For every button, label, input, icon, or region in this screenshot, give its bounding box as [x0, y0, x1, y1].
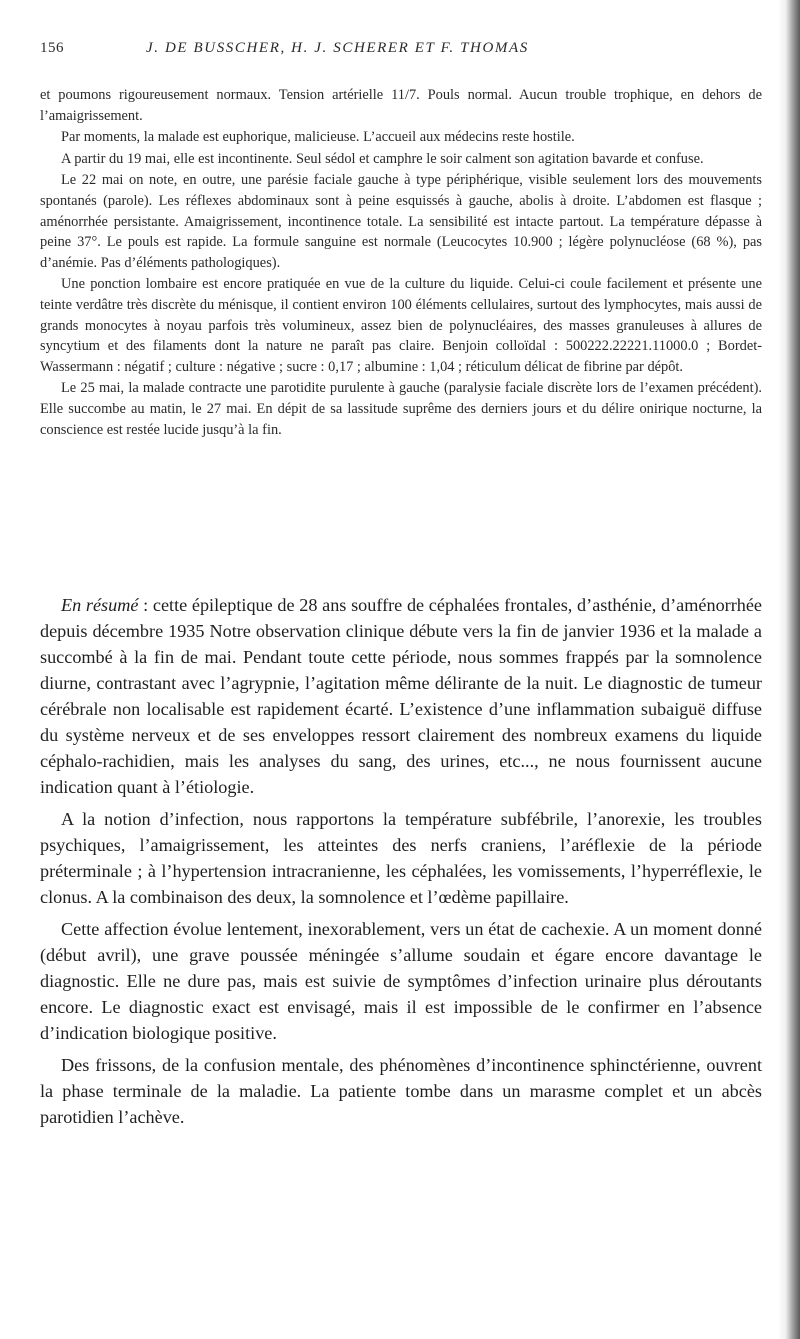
page-number: 156 — [40, 40, 64, 56]
clinical-observation — [40, 85, 762, 441]
summary-lead: En résumé — [61, 595, 139, 615]
observation-paragraph: Le 25 mai, la malade contracte une parotidite purulente à gauche (paralysie faciale discrète lors de l’examen précédent). Elle succombe au matin, le 27 mai. En dépit de sa lassitude suprême des derniers jours et du délire onirique nocturne, la conscience est restée lucide jusqu’à la fin. — [40, 380, 762, 438]
observation-paragraph: Par moments, la malade est euphorique, malicieuse. L’accueil aux médecins reste hostile. — [61, 129, 575, 146]
running-head — [40, 40, 740, 62]
summary-section — [40, 592, 762, 1136]
summary-paragraph-text: : cette épileptique de 28 ans souffre de céphalées frontales, d’asthénie, d’aménorrhée depuis décembre 1935 Notre observation clinique débute vers la fin de janvier 1936 et la malade a succombé à la fin de mai. Pendant toute cette période, nous sommes frappés par la somnolence diurne, contrastant avec l’agrypnie, l’agitation même délirante de la nuit. Le diagnostic de tumeur cérébrale non localisable est rapidement écarté. L’existence d’une inflammation subaiguë diffuse du système nerveux et de ses enveloppes ressort clairement des nombreux examens du liquide céphalo-rachidien, mais les analyses du sang, des urines, etc..., ne nous fournissent aucune indication quant à l’étiologie. — [40, 595, 763, 797]
summary-paragraph: Des frissons, de la confusion mentale, des phénomènes d’incontinence sphinctérienne, ouvrent la phase terminale de la maladie. La patiente tombe dans un marasme complet et un abcès parotidien l’achève. — [40, 1055, 762, 1127]
observation-paragraph: A partir du 19 mai, elle est incontinente. Seul sédol et camphre le soir calment son agitation bavarde et confuse. — [61, 150, 704, 167]
summary-paragraph — [40, 592, 762, 800]
page-edge-shadow — [778, 0, 800, 1339]
summary-paragraph: Cette affection évolue lentement, inexorablement, vers un état de cachexie. A un moment donné (début avril), une grave poussée méningée s’allume soudain et égare encore davantage le diagnostic. Elle ne dure pas, mais est suivie de symptômes d’infection urinaire plus déroutants encore. Le diagnostic exact est envisagé, mais il est impossible de le confirmer en l’absence d’indication biologique positive. — [40, 919, 762, 1043]
summary-paragraph: A la notion d’infection, nous rapportons la température subfébrile, l’anorexie, les troubles psychiques, l’amaigrissement, les atteintes des nerfs craniens, l’aréflexie de la période préterminale ; à l’hypertension intracranienne, les céphalées, les vomissements, l’hyperréflexie, le clonus. A la combinaison des deux, la somnolence et l’œdème papillaire. — [40, 809, 762, 907]
observation-paragraph: Le 22 mai on note, en outre, une parésie faciale gauche à type périphérique, visible seulement lors des mouvements spontanés (parole). Les réflexes abdominaux sont à peine esquissés à gauche, abolis à droite. L’abdomen est flasque ; aménorrhée persistante. Amaigrissement, incontinence totale. La sensibilité est intacte partout. La température dépasse à peine 37°. Le pouls est rapide. La formule sanguine est normale (Leucocytes 10.900 ; légère polynucléose (68 %), pas d’anémie. Pas d’éléments pathologiques). — [40, 172, 762, 271]
observation-paragraph: Une ponction lombaire est encore pratiquée en vue de la culture du liquide. Celui-ci coule facilement et présente une teinte verdâtre très discrète du ménisque, il contient environ 100 éléments cellulaires, surtout des lymphocytes, mais aussi de grands monocytes à noyau parfois très volumineux, assez bien de polynucléaires, des masses granuleuses à allures de syncytium et des filaments dont la nature ne paraît pas claire. Benjoin colloïdal : 500222.22221.11000.0 ; Bordet-Wassermann : négatif ; culture : négative ; sucre : 0,17 ; albumine : 1,04 ; réticulum délicat de fibrine par dépôt. — [40, 276, 762, 375]
observation-paragraph: et poumons rigoureusement normaux. Tension artérielle 11/7. Pouls normal. Aucun trouble trophique, en dehors de l’amaigrissement. — [40, 87, 762, 124]
running-title: J. DE BUSSCHER, H. J. SCHERER ET F. THOMAS — [146, 40, 529, 56]
